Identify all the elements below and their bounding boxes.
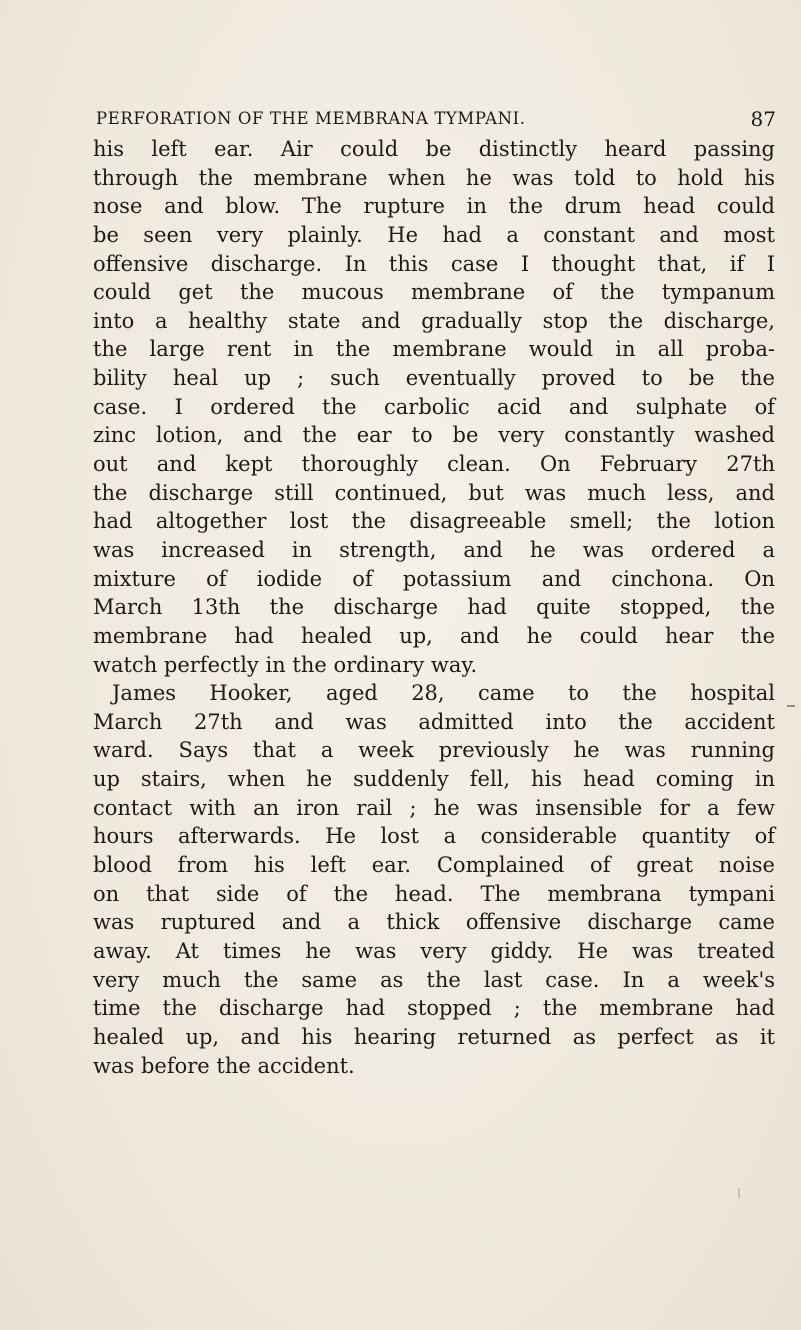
text-line: ward. Says that a week previously he was running — [93, 738, 775, 763]
paper-speck — [738, 1188, 740, 1198]
text-line: March 27th and was admitted into the accident — [93, 709, 775, 734]
text-line: be seen very plainly. He had a constant and most — [93, 222, 775, 247]
text-line: had altogether lost the disagreeable smell; the lotion — [93, 509, 775, 534]
page-number: 87 — [750, 107, 776, 131]
paragraph-start-line: James Hooker, aged 28, came to the hospital — [112, 681, 775, 706]
running-header — [96, 104, 776, 134]
text-line: could get the mucous membrane of the tympanum — [93, 280, 775, 305]
text-line: membrane had healed up, and he could hear the — [93, 623, 775, 648]
text-line: away. At times he was very giddy. He was treated — [93, 938, 775, 963]
text-line: blood from his left ear. Complained of great noise — [93, 853, 775, 878]
paragraph-end-line: watch perfectly in the ordinary way. — [93, 652, 478, 677]
text-line: into a healthy state and gradually stop the discharge, — [93, 308, 775, 333]
text-line: was increased in strength, and he was ordered a — [93, 537, 775, 562]
text-line: up stairs, when he suddenly fell, his head coming in — [93, 767, 775, 792]
margin-mark — [787, 705, 795, 707]
text-line: hours afterwards. He lost a considerable quantity of — [93, 824, 775, 849]
text-line: on that side of the head. The membrana tympani — [93, 881, 775, 906]
text-line: March 13th the discharge had quite stopped, the — [93, 595, 775, 620]
text-line: out and kept thoroughly clean. On February 27th — [93, 452, 775, 477]
body-text — [93, 135, 775, 1080]
text-line: the large rent in the membrane would in all proba- — [93, 337, 775, 362]
text-line: bility heal up ; such eventually proved to be the — [93, 366, 775, 391]
text-line: zinc lotion, and the ear to be very constantly washed — [93, 423, 775, 448]
text-line: mixture of iodide of potassium and cinchona. On — [93, 566, 775, 591]
text-line: case. I ordered the carbolic acid and sulphate of — [93, 394, 775, 419]
running-title: PERFORATION OF THE MEMBRANA TYMPANI. — [96, 109, 526, 128]
text-line: was ruptured and a thick offensive discharge came — [93, 910, 775, 935]
text-line: the discharge still continued, but was much less, and — [93, 480, 775, 505]
text-line: healed up, and his hearing returned as perfect as it — [93, 1024, 775, 1049]
text-line: nose and blow. The rupture in the drum head could — [93, 194, 775, 219]
text-line: time the discharge had stopped ; the membrane had — [93, 996, 775, 1021]
text-line: through the membrane when he was told to hold his — [93, 165, 775, 190]
text-line: his left ear. Air could be distinctly heard passing — [93, 137, 775, 161]
text-line: very much the same as the last case. In a week's — [93, 967, 775, 992]
text-line: offensive discharge. In this case I thought that, if I — [93, 251, 775, 276]
paragraph-end-line: was before the accident. — [93, 1053, 355, 1078]
text-line: contact with an iron rail ; he was insensible for a few — [93, 795, 775, 820]
